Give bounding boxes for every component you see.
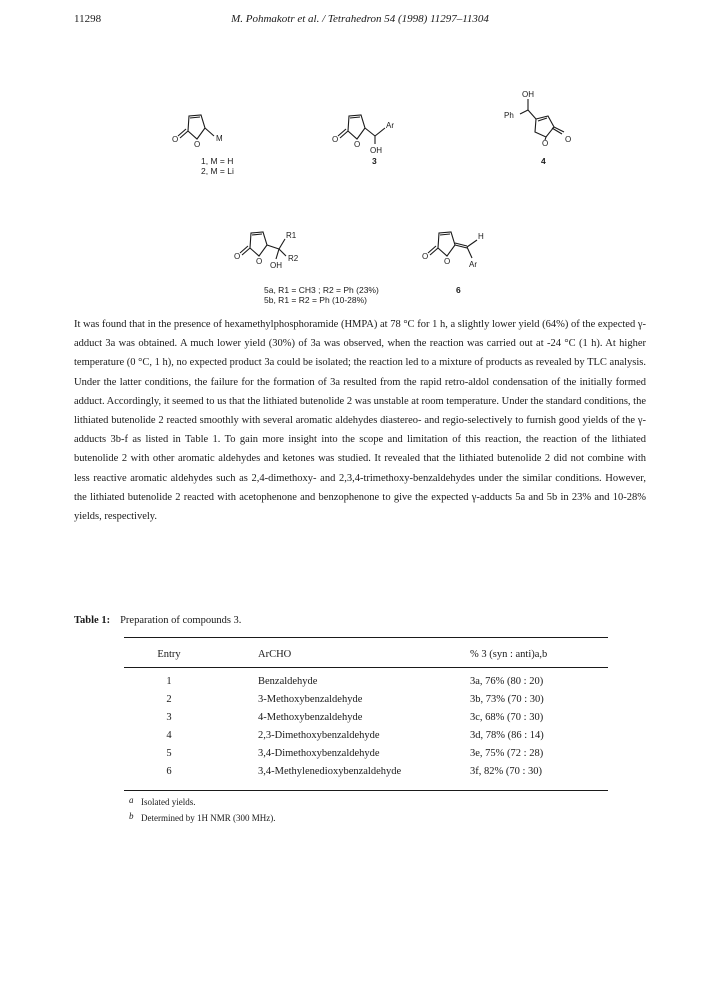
table-header-yield: % 3 (syn : anti)a,b <box>470 649 548 660</box>
atom-o-ring: O <box>194 140 201 149</box>
atom-o-ring: O <box>444 257 451 266</box>
table-cell-aldehyde: 3-Methoxybenzaldehyde <box>258 694 363 705</box>
structure-5 <box>232 225 332 275</box>
table-cell-aldehyde: 3,4-Methylenedioxybenzaldehyde <box>258 766 402 777</box>
atom-o-carbonyl: O <box>565 135 572 144</box>
running-header-citation: M. Pohmakotr et al. / Tetrahedron 54 (1998) 11297–11304 <box>231 13 489 25</box>
table-cell-entry: 6 <box>166 766 172 777</box>
table-cell-entry: 5 <box>166 748 172 759</box>
atom-h: H <box>478 232 484 241</box>
atom-o-carbonyl: O <box>172 135 179 144</box>
compound-label-5a: 5a, R1 = CH3 ; R2 = Ph (23%) <box>264 285 379 295</box>
table-cell-entry: 2 <box>166 694 172 705</box>
atom-ar: Ar <box>469 260 477 269</box>
footnote-mark-b: b <box>129 811 134 821</box>
compound-label-2: 2, M = Li <box>201 166 234 176</box>
table-cell-entry: 4 <box>166 730 172 741</box>
atom-r1: R1 <box>286 231 297 240</box>
atom-oh: OH <box>270 261 282 270</box>
footnote-text-b: Determined by 1H NMR (300 MHz). <box>141 813 276 823</box>
table-header-archo: ArCHO <box>258 649 292 660</box>
atom-oh: OH <box>522 90 534 99</box>
atom-o-carbonyl: O <box>234 252 241 261</box>
atom-oh: OH <box>370 146 382 155</box>
table-cell-yield: 3f, 82% (70 : 30) <box>470 766 543 777</box>
table-cell-entry: 1 <box>166 676 172 687</box>
footnote-text-a: Isolated yields. <box>141 797 196 807</box>
atom-o-ring: O <box>354 140 361 149</box>
structure-4 <box>490 88 580 148</box>
table-bottom-rule <box>124 790 608 791</box>
page-number: 11298 <box>74 13 102 25</box>
compound-label-4: 4 <box>541 156 546 166</box>
table-cell-aldehyde: 4-Methoxybenzaldehyde <box>258 712 363 723</box>
atom-o-ring: O <box>542 139 549 148</box>
table-top-rule <box>124 637 608 638</box>
table-cell-yield: 3b, 73% (70 : 30) <box>470 694 544 705</box>
atom-o-ring: O <box>256 257 263 266</box>
atom-m: M <box>216 134 223 143</box>
table-header-rule <box>124 667 608 668</box>
table-caption <box>74 615 241 626</box>
table-cell-yield: 3a, 76% (80 : 20) <box>470 676 544 687</box>
compound-label-1: 1, M = H <box>201 156 234 166</box>
table-caption-text: Preparation of compounds 3. <box>120 615 242 626</box>
atom-o-carbonyl: O <box>422 252 429 261</box>
table-cell-aldehyde: 2,3-Dimethoxybenzaldehyde <box>258 730 380 741</box>
table-cell-yield: 3c, 68% (70 : 30) <box>470 712 544 723</box>
atom-ar: Ar <box>386 121 394 130</box>
table-cell-yield: 3d, 78% (86 : 14) <box>470 730 544 741</box>
structure-1-2 <box>170 108 250 150</box>
atom-o-carbonyl: O <box>332 135 339 144</box>
structure-3 <box>330 108 420 158</box>
table-caption-label: Table 1: <box>74 615 111 626</box>
table-cell-aldehyde: Benzaldehyde <box>258 676 318 687</box>
structure-6 <box>420 225 510 275</box>
table-header-entry: Entry <box>157 649 181 660</box>
compound-label-3: 3 <box>372 156 377 166</box>
body-paragraph: It was found that in the presence of hexamethylphosphoramide (HMPA) at 78 °C for 1 h, a slightly lower yield (64%) of the expected γ-adduct 3a was obtained. A much lower yield (30%) of 3a was observed, when the reaction was carried out at -24 °C (1 h). At higher temperature (0 °C, 1 h), no expected product 3a could be isolated; the reaction led to a mixture of products as revealed by TLC analysis. Under the latter conditions, the failure for the formation of 3a resulted from the rapid retro-aldol condensation of the initially formed adduct. Accordingly, it seemed to us that the lithiated butenolide 2 was unstable at room temperature. Under the standard conditions, the lithiated butenolide 2 reacted smoothly with several aromatic aldehydes diastereo- and regio-selectively to furnish good yields of the γ-adducts 3b-f as listed in Table 1. To gain more insight into the scope and limitation of this reaction, the reaction of the lithiated butenolide 2 with other aromatic aldehydes and ketones was studied. It revealed that the lithiated butenolide 2 did not combine with less reactive aromatic aldehydes such as 2,4-dimethoxy- and 2,3,4-trimethoxy-benzaldehydes under the similar conditions. However, the lithiated butenolide 2 reacted with acetophenone and benzophenone to give the expected γ-adducts 5a and 5b in 23% and 10-28% yields, respectively. <box>74 319 646 523</box>
table-cell-yield: 3e, 75% (72 : 28) <box>470 748 544 759</box>
atom-ph: Ph <box>504 111 514 120</box>
footnote-mark-a: a <box>129 795 134 805</box>
compound-label-5b: 5b, R1 = R2 = Ph (10-28%) <box>264 295 368 305</box>
table-cell-entry: 3 <box>166 712 172 723</box>
compound-label-6: 6 <box>456 285 461 295</box>
atom-r2: R2 <box>288 254 299 263</box>
table-cell-aldehyde: 3,4-Dimethoxybenzaldehyde <box>258 748 380 759</box>
